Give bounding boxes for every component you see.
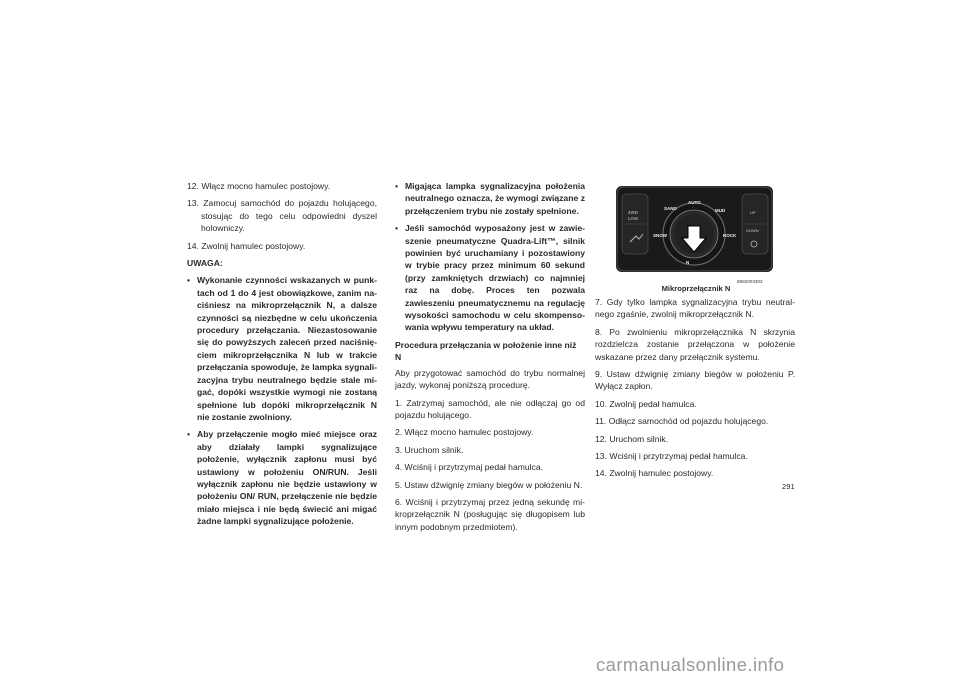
note-bullet-3-text: Migająca lampka sygnalizacyjna położenia neutralnego oznacza, że wymogi związane z przełączeniem trybu nie zostały spełnione. — [405, 181, 585, 216]
middle-column — [395, 180, 585, 538]
step-7: 7. Gdy tylko lampka sygnalizacyjna trybu neutralnego zgaśnie, zwolnij mikroprzełącznik N. — [595, 297, 795, 320]
left-column — [187, 180, 377, 533]
bullet-dot-icon: • — [187, 429, 191, 440]
step-13: 13. Zamocuj samochód do pojazdu holującego, stosując do tego celu odpowiedni dyszel holowniczy. — [187, 198, 377, 234]
mode-rock-label: ROCK — [723, 233, 737, 238]
note-bullet-1 — [187, 274, 377, 423]
step-14b: 14. Zwolnij hamulec postojowy. — [595, 468, 714, 479]
note-bullet-2-text: Aby przełączenie mogło mieć miejsce oraz aby działały lampki sygnalizujące położenie, wyłącznik zapłonu musi być ustawiony w położeniu ON/RUN. Jeśli wyłącznik zapłonu nie będzie ustawiony w położeniu ON/ RUN, przełączenie nie będzie miało miejsca i nie będą świecić ani migać żadne lampki sygnalizujące położenie. — [197, 429, 377, 527]
note-bullet-2 — [187, 428, 377, 527]
mode-auto-label: AUTO — [688, 200, 701, 205]
step-12: 12. Włącz mocno hamulec postojowy. — [187, 181, 331, 191]
note-bullet-3 — [395, 180, 585, 217]
bullet-dot-icon: • — [187, 275, 191, 286]
low-label: LOW — [628, 216, 639, 221]
section-intro: Aby przygotować samochód do trybu normalnej jazdy, wykonaj poniższą procedurę. — [395, 367, 585, 391]
drive-mode-selector-figure — [616, 186, 773, 272]
down-label: DOWN — [746, 228, 759, 233]
step-13b: 13. Wciśnij i przytrzymaj pedał hamulca. — [595, 451, 748, 462]
mode-sand-label: SAND — [664, 206, 677, 211]
step-2: 2. Włącz mocno hamulec postojowy. — [395, 427, 534, 438]
page-number: 291 — [782, 482, 795, 491]
figure-caption: Mikroprzełącznik N — [661, 284, 731, 293]
section-heading: Procedura przełączania w położenie inne niż N — [395, 339, 577, 363]
step-8: 8. Po zwolnieniu mikroprzełącznika N skrzynia rozdzielcza zostanie przełączona w położenie wskazane przez dany przełącznik systemu. — [595, 326, 795, 362]
step-10: 10. Zwolnij pedał hamulca. — [595, 398, 697, 409]
right-column — [595, 296, 795, 485]
up-label: UP — [750, 210, 756, 215]
step-4: 4. Wciśnij i przytrzymaj pedał hamulca. — [395, 462, 544, 473]
watermark: carmanualsonline.info — [596, 654, 785, 675]
note-heading: UWAGA: — [187, 258, 223, 269]
figure-id: 8982003302 — [737, 279, 763, 284]
note-bullet-4-text: Jeśli samochód wyposażony jest w zawieszenie pneumatyczne Quadra-Lift™, silnik powinien być uruchamiany i pozostawiony w trybie pracy przez minimum 60 sekund (przy zamkniętych drzwiach) co najmniej raz na dobę. Proces ten pozwala zawieszeniu pneumatycznemu na regulację wysokości samochodu w celu skompensowania wpływu temperatury na układ. — [405, 223, 585, 333]
step-6: 6. Wciśnij i przytrzymaj przez jedną sekundę mikroprzełącznik N (posługując się długopisem lub innym podobnym przedmiotem). — [395, 496, 585, 532]
step-3: 3. Uruchom silnik. — [395, 444, 464, 455]
step-12b: 12. Uruchom silnik. — [595, 433, 669, 444]
4wd-label: 4WD — [628, 210, 638, 215]
bullet-dot-icon: • — [395, 181, 399, 191]
note-bullet-4 — [395, 222, 585, 334]
note-bullet-1-text: Wykonanie czynności wskazanych w punktach od 1 do 4 jest obowiązkowe, zanim naciśniesz na mikroprzełącznik N, a dalsze czynności są niezbędne w celu ukończenia procedury przełączania. Niezastosowanie się do powyższych zaleceń przed naciśnięciem mikroprzełącznika N lub w trakcie przełączania spowoduje, że lampka sygnalizacyjna trybu neutralnego będzie stale migać, dopóki wszystkie wymogi nie zostaną spełnione lub dopóki mikroprzełącznik N nie zostanie zwolniony. — [197, 275, 377, 422]
mode-snow-label: SNOW — [653, 233, 667, 238]
step-9: 9. Ustaw dźwignię zmiany biegów w położeniu P. Wyłącz zapłon. — [595, 369, 795, 392]
n-button-label: N — [686, 260, 690, 265]
mode-mud-label: MUD — [715, 208, 726, 213]
step-14: 14. Zwolnij hamulec postojowy. — [187, 240, 306, 251]
bullet-dot-icon: • — [395, 223, 399, 234]
step-5: 5. Ustaw dźwignię zmiany biegów w położeniu N. — [395, 479, 583, 490]
step-1: 1. Zatrzymaj samochód, ale nie odłączaj go od pojazdu holującego. — [395, 397, 585, 420]
step-11: 11. Odłącz samochód od pojazdu holującego. — [595, 416, 769, 427]
